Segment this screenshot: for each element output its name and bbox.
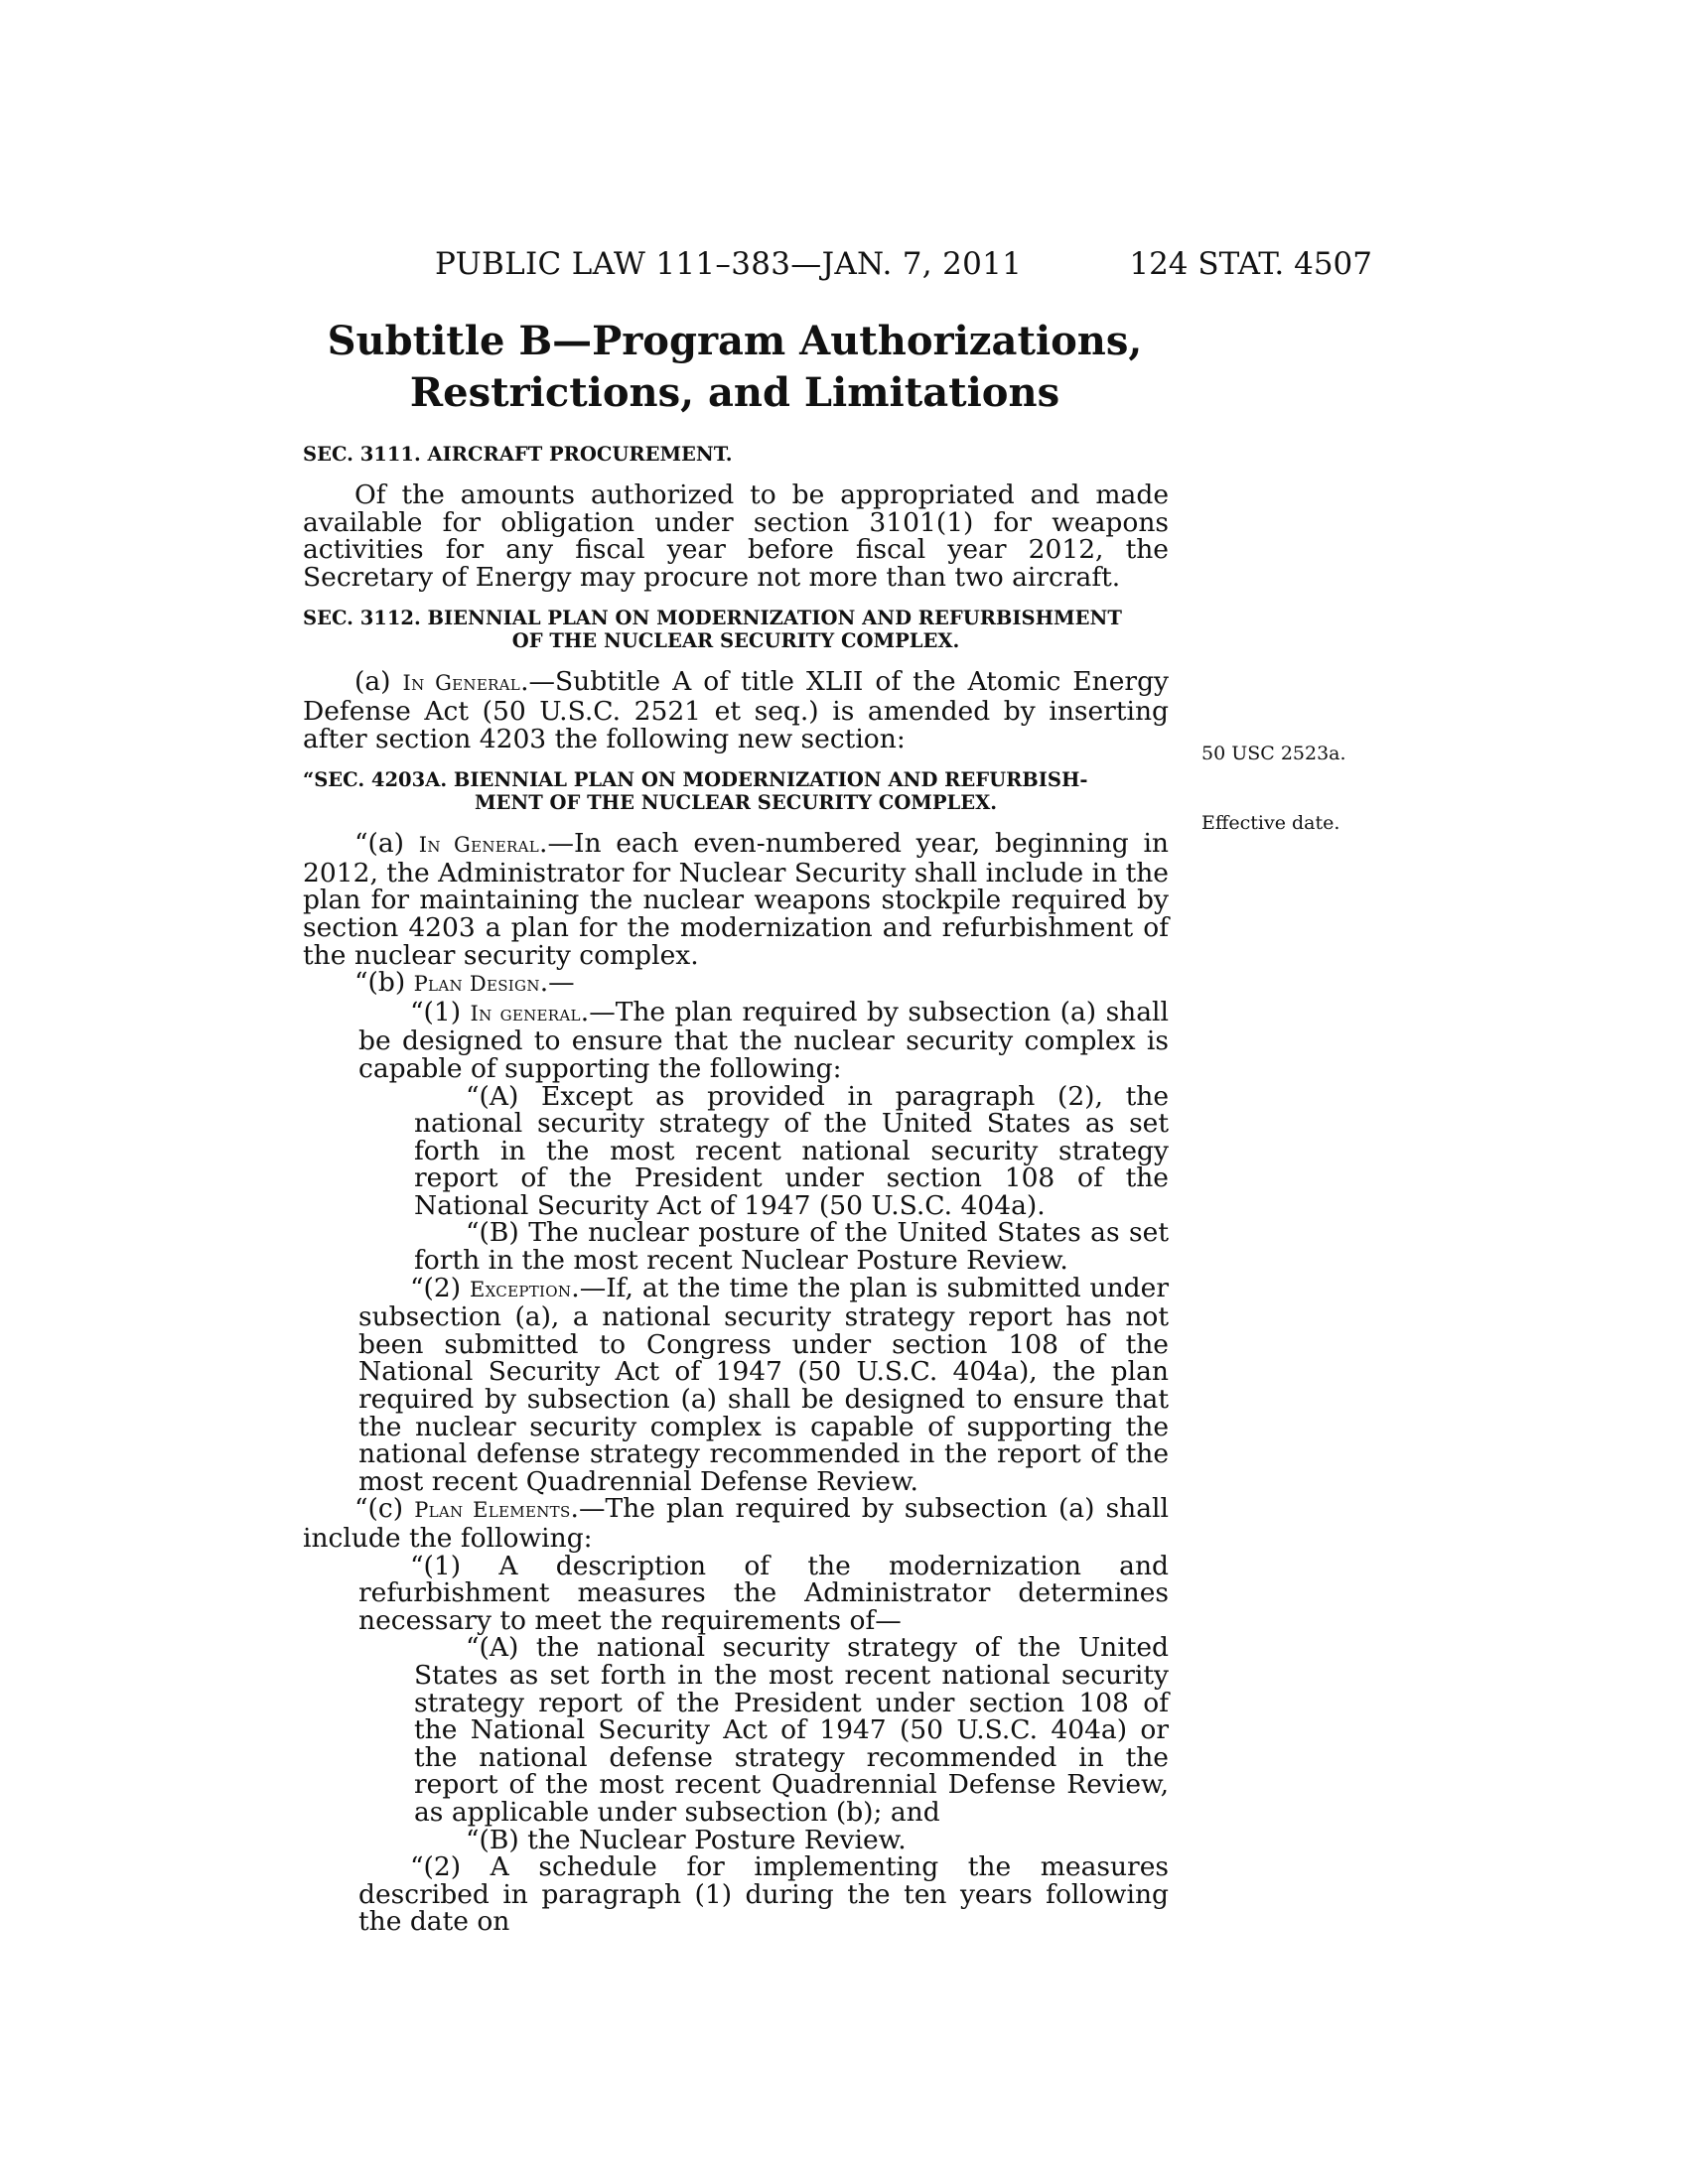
- page-header: [298, 246, 1372, 286]
- sec-4203a-b: [303, 969, 1169, 999]
- sec-4203a-c-small-caps: Plan Elements: [414, 1498, 571, 1523]
- sec-4203a-c1: “(1) A description of the modernization and refurbishment measures the Administrator determines necessary to meet the requirements of—: [358, 1550, 1169, 1636]
- margin-note-effective-date: Effective date.: [1201, 812, 1340, 834]
- sec-3112-a-text: .—Subtitle A of title XLII of the Atomic Energy Defense Act (50 U.S.C. 2521 et seq.) is amended by inserting after section 4203 the following new section:: [303, 666, 1170, 754]
- sec-3111-text: Of the amounts authorized to be appropriated and made available for obligation under section 3101(1) for weapons activities for any fiscal year before fiscal year 2012, the Secretary of Energy may procure not more than two aircraft.: [303, 479, 1169, 593]
- sec-4203a-b2-small-caps: Exception: [469, 1277, 572, 1301]
- sec-4203a-a-label: “(a): [354, 828, 419, 860]
- body-column: [303, 443, 1169, 1936]
- sec-4203a-b1: [303, 996, 1169, 1084]
- sec-4203a-b2: [303, 1272, 1169, 1497]
- sec-4203a-heading: [303, 768, 1169, 814]
- subtitle-heading: [298, 316, 1172, 419]
- sec-4203a-b-tail: .—: [539, 967, 575, 999]
- sec-4203a-b1-text: .—The plan required by subsection (a) shall be designed to ensure that the nuclear security complex is capable of supporting the following:: [358, 996, 1169, 1084]
- sec-4203a-b2-label: “(2): [410, 1272, 470, 1303]
- sec-4203a-c1B: “(B) the Nuclear Posture Review.: [466, 1824, 907, 1855]
- sec-3112-heading-line-1: SEC. 3112. BIENNIAL PLAN ON MODERNIZATION AND REFURBISHMENT: [303, 607, 1122, 630]
- sec-3111-heading: SEC. 3111. AIRCRAFT PROCUREMENT.: [303, 443, 733, 466]
- sec-4203a-heading-line-1: “SEC. 4203A. BIENNIAL PLAN ON MODERNIZATION AND REFURBISH-: [303, 768, 1088, 792]
- sec-4203a-c-label: “(c): [354, 1493, 415, 1525]
- statute-page-number: 124 STAT. 4507: [1129, 246, 1372, 282]
- sec-4203a-b-small-caps: Plan Design: [413, 972, 540, 997]
- sec-4203a-c1A: “(A) the national security strategy of the United States as set forth in the most recent national security strategy report of the President under section 108 of the National Security Act of 1947 (50 U.S.C. 404a) or the national defense strategy recommended in the report of the most recent Quadrennial Defense Review, as applicable under subsection (b); and: [414, 1632, 1169, 1828]
- sec-4203a-heading-line-2: MENT OF THE NUCLEAR SECURITY COMPLEX.: [474, 791, 998, 815]
- sec-3112-heading-line-2: OF THE NUCLEAR SECURITY COMPLEX.: [511, 629, 960, 653]
- public-law-title: PUBLIC LAW 111–383—JAN. 7, 2011: [435, 246, 1023, 282]
- sec-4203a-c-text: .—The plan required by subsection (a) shall include the following:: [303, 1493, 1169, 1554]
- subtitle-line-2: Restrictions, and Limitations: [409, 369, 1060, 416]
- sec-4203a-a: [303, 830, 1169, 969]
- sec-3112-heading: [303, 607, 1169, 652]
- sec-4203a-b-label: “(b): [354, 967, 414, 999]
- sec-4203a-c2: “(2) A schedule for implementing the measures described in paragraph (1) during the ten years following the date on: [358, 1851, 1169, 1938]
- sec-4203a-b2-text: .—If, at the time the plan is submitted under subsection (a), a national security strategy report has not been submitted to Congress under section 108 of the National Security Act of 1947 (50 U.S.C. 404a), the plan required by subsection (a) shall be designed to ensure that the nuclear security complex is capable of supporting the national defense strategy recommended in the report of the most recent Quadrennial Defense Review.: [358, 1272, 1169, 1497]
- sec-4203a-c: [303, 1495, 1169, 1552]
- sec-4203a-b1A: “(A) Except as provided in paragraph (2), the national security strategy of the United States as set forth in the most recent national security strategy report of the President under section 108 of the National Security Act of 1947 (50 U.S.C. 404a).: [414, 1080, 1169, 1221]
- sec-4203a-b1-label: “(1): [410, 996, 471, 1027]
- sec-4203a-b1B: “(B) The nuclear posture of the United States as set forth in the most recent Nuclear Posture Review.: [414, 1217, 1169, 1277]
- sec-3112-a: [303, 668, 1169, 752]
- sec-4203a-b1-small-caps: In general: [470, 1001, 581, 1025]
- sec-3112-a-small-caps: In General: [402, 671, 521, 696]
- subtitle-line-1: Subtitle B—Program Authorizations,: [327, 318, 1143, 364]
- sec-4203a-a-text: .—In each even-numbered year, beginning in 2012, the Administrator for Nuclear Security shall include in the plan for maintaining the nuclear weapons stockpile required by section 4203 a plan for the modernization and refurbishment of the nuclear security complex.: [303, 828, 1170, 971]
- sec-3112-a-label: (a): [354, 666, 403, 698]
- sec-4203a-a-small-caps: In General: [418, 833, 540, 858]
- margin-note-usc: 50 USC 2523a.: [1201, 743, 1346, 764]
